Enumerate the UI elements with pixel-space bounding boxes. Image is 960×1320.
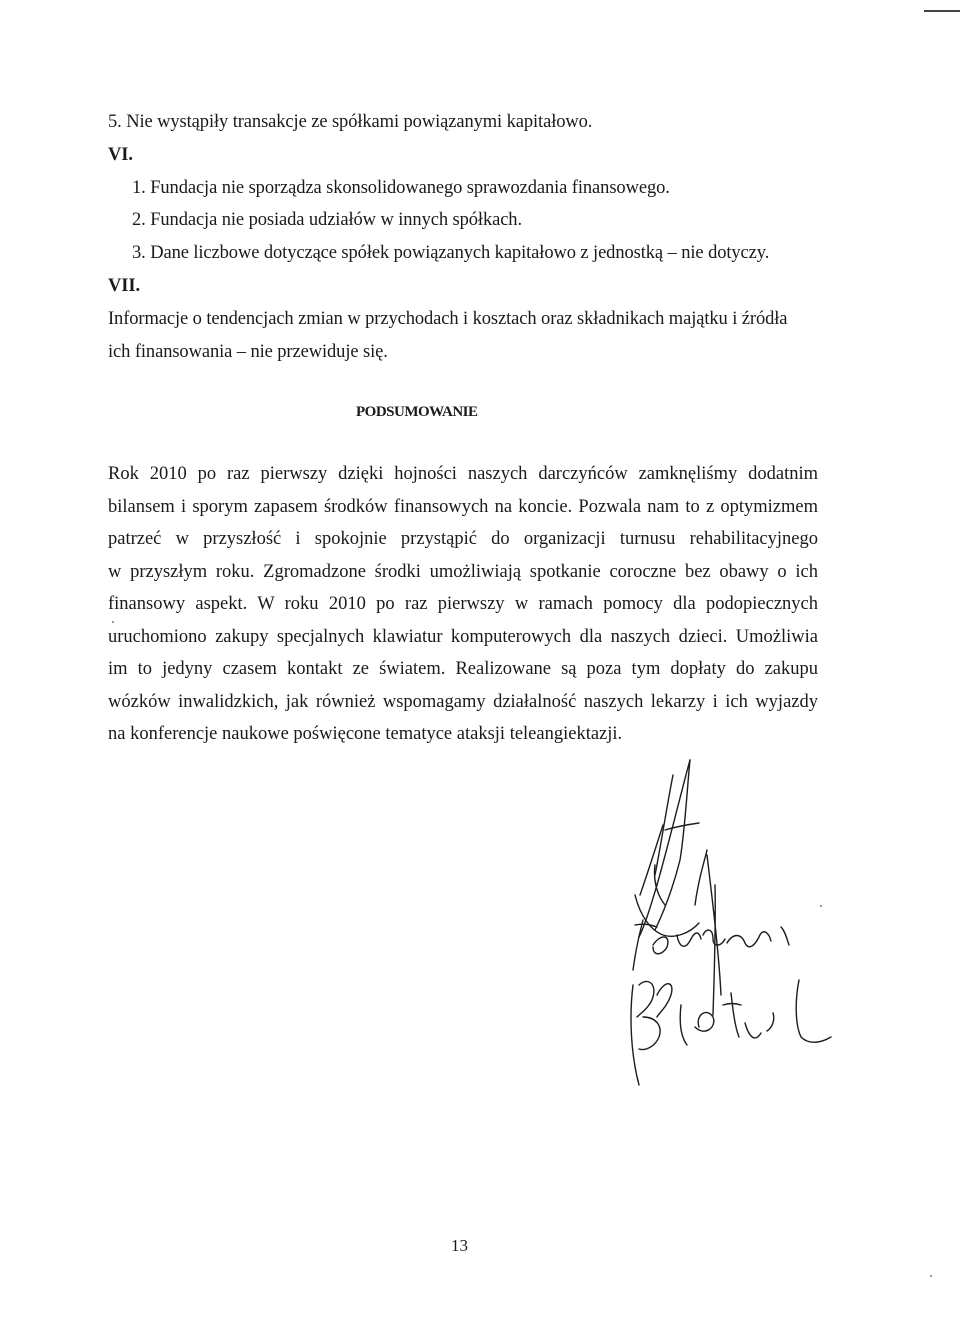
summary-paragraph [108,458,818,751]
summary-line: patrzeć w przyszłość i spokojnie przystąpić do organizacji turnusu rehabilitacyjnego [108,529,818,549]
summary-line: im to jedyny czasem kontakt ze światem. Realizowane są poza tym dopłaty do zakupu [108,659,818,679]
summary-line: Rok 2010 po raz pierwszy dzięki hojności naszych darczyńców zamknęliśmy dodatnim [108,464,818,484]
item-5: 5. Nie wystąpiły transakcje ze spółkami powiązanymi kapitałowo. [108,112,593,132]
summary-line: w przyszłym roku. Zgromadzone środki umożliwiają spotkanie coroczne bez obawy o ich [108,561,818,582]
section-vii-label: VII. [108,276,140,296]
scan-speck [930,1275,932,1277]
section-vi-point-2: 2. Fundacja nie posiada udziałów w innych spółkach. [132,210,522,230]
section-vii-line-1: Informacje o tendencjach zmian w przychodach i kosztach oraz składnikach majątku i źródła [108,309,788,329]
scan-speck [820,905,822,907]
section-vi-label: VI. [108,145,133,165]
summary-line: na konferencje naukowe poświęcone tematyce ataksji teleangiektazji. [108,724,623,744]
section-vi-point-3: 3. Dane liczbowe dotyczące spółek powiązanych kapitałowo z jednostką – nie dotyczy. [132,243,770,263]
scan-speck [112,621,114,623]
summary-line: bilansem i sporym zapasem środków finansowych na koncie. Pozwala nam to z optymizmem [108,496,818,517]
summary-line: finansowy aspekt. W roku 2010 po raz pierwszy w ramach pomocy dla podopiecznych [108,594,818,614]
summary-line: wózków inwalidzkich, jak również wspomagamy działalność naszych lekarzy i ich wyjazdy [108,691,818,712]
section-vii-line-2: ich finansowania – nie przewiduje się. [108,342,388,362]
handwritten-signature-icon [595,755,845,1095]
summary-line: uruchomiono zakupy specjalnych klawiatur komputerowych dla naszych dzieci. Umożliwia [108,626,818,647]
scan-edge-mark [924,0,960,12]
page-number: 13 [451,1236,468,1255]
summary-heading: PODSUMOWANIE [356,404,478,420]
section-vi-point-1: 1. Fundacja nie sporządza skonsolidowanego sprawozdania finansowego. [132,178,670,198]
